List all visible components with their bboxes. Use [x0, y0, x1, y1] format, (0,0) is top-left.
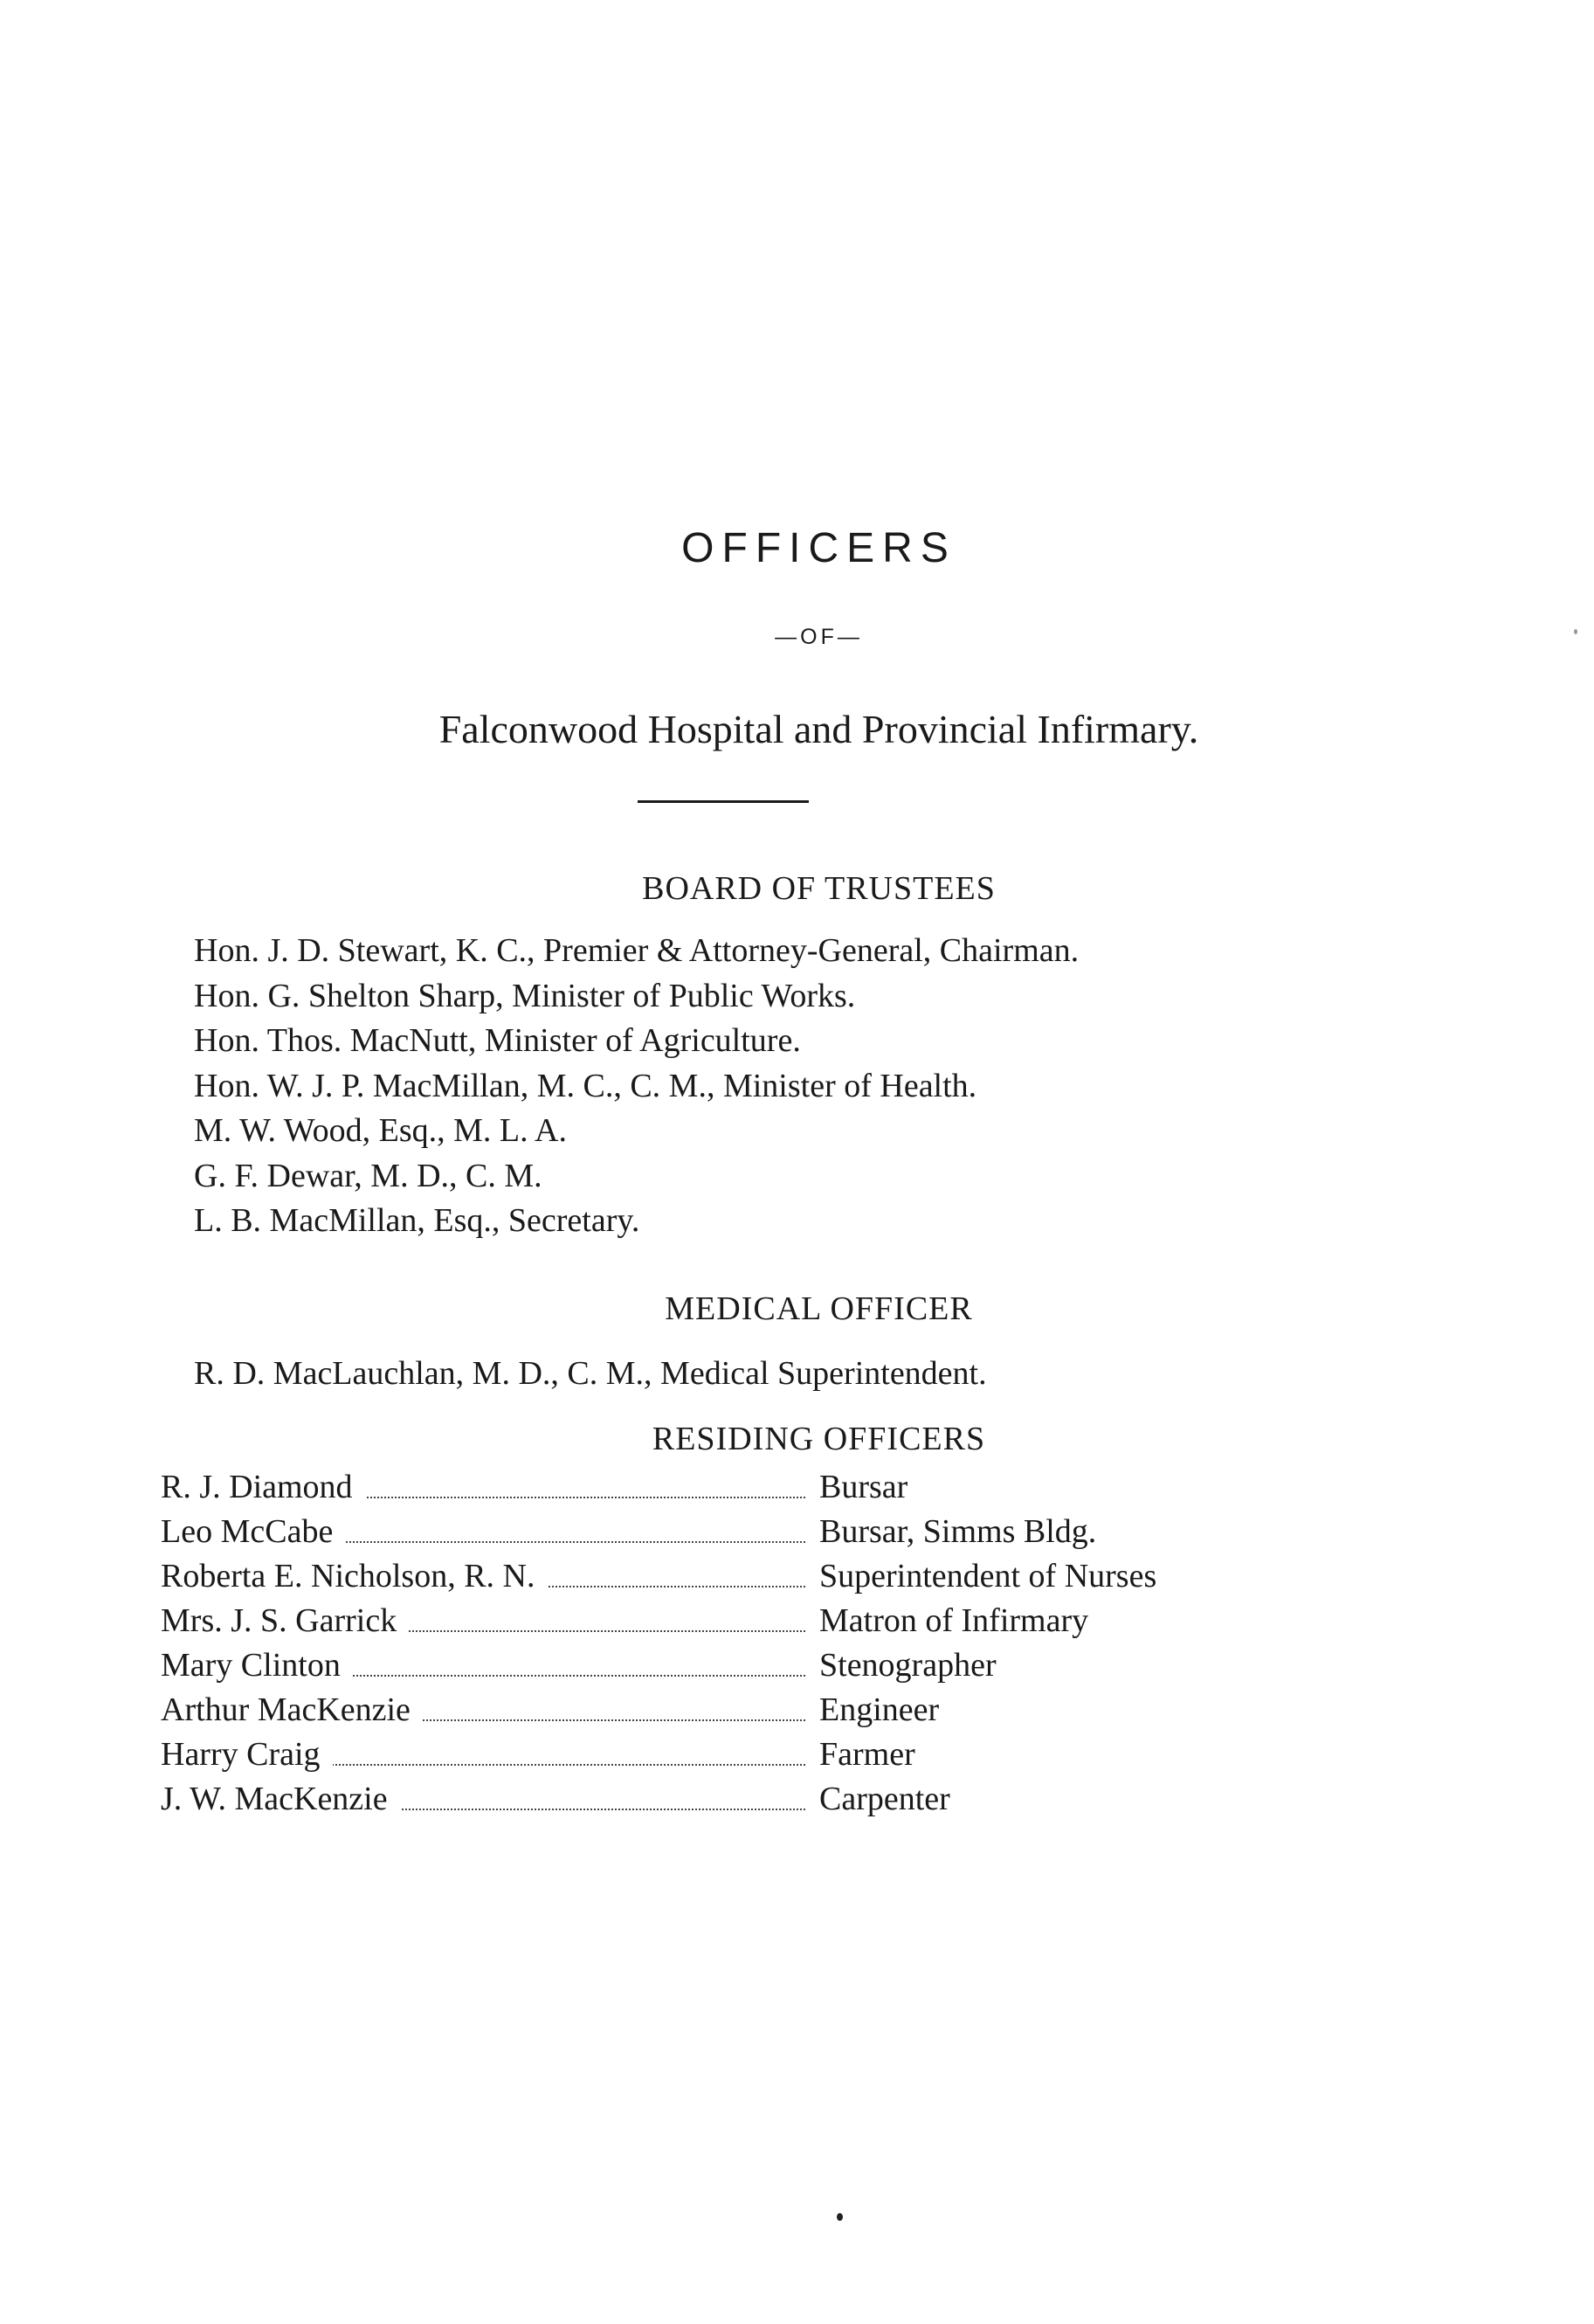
officer-row: [161, 1643, 1384, 1688]
officer-row: [161, 1599, 1384, 1643]
officer-title: Matron of Infirmary: [819, 1602, 1089, 1639]
trustee-line: L. B. MacMillan, Esq., Secretary.: [194, 1202, 640, 1239]
of-connector: —OF—: [775, 625, 863, 649]
trustee-line: M. W. Wood, Esq., M. L. A.: [194, 1112, 567, 1149]
institution-name: Falconwood Hospital and Provincial Infirmary.: [438, 707, 1199, 751]
officer-row: [161, 1733, 1384, 1777]
officer-title: Bursar: [819, 1469, 908, 1505]
ink-speck: [1574, 629, 1577, 634]
officer-title: Engineer: [819, 1691, 940, 1728]
trustees-list: [194, 929, 1460, 1244]
officer-title: Superintendent of Nurses: [819, 1558, 1157, 1594]
officer-name: Arthur MacKenzie: [161, 1688, 423, 1733]
officer-name: Leo McCabe: [161, 1510, 345, 1554]
trustee-line: G. F. Dewar, M. D., C. M.: [194, 1157, 542, 1194]
officer-name: J. W. MacKenzie: [161, 1777, 400, 1822]
officer-name: Roberta E. Nicholson, R. N.: [161, 1554, 548, 1599]
board-heading: BOARD OF TRUSTEES: [642, 870, 996, 907]
officer-row: [161, 1554, 1384, 1599]
residing-heading: RESIDING OFFICERS: [652, 1421, 986, 1457]
officer-row: [161, 1777, 1384, 1822]
officer-title: Farmer: [819, 1736, 915, 1773]
page-title: OFFICERS: [681, 525, 956, 571]
medical-heading: MEDICAL OFFICER: [665, 1290, 973, 1327]
officer-title: Bursar, Simms Bldg.: [819, 1513, 1097, 1550]
officer-title: Stenographer: [819, 1647, 997, 1684]
officer-row: [161, 1688, 1384, 1733]
ink-speck: [837, 2213, 843, 2221]
trustee-line: Hon. Thos. MacNutt, Minister of Agriculture.: [194, 1022, 801, 1059]
trustee-line: Hon. J. D. Stewart, K. C., Premier & Attorney-General, Chairman.: [194, 932, 1080, 969]
officer-name: Harry Craig: [161, 1733, 333, 1777]
officer-name: Mrs. J. S. Garrick: [161, 1599, 409, 1643]
residing-officers-list: [161, 1465, 1384, 1822]
medical-officer-line: R. D. MacLauchlan, M. D., C. M., Medical Superintendent.: [194, 1355, 987, 1392]
divider-rule: [638, 800, 809, 803]
trustee-line: Hon. W. J. P. MacMillan, M. C., C. M., Minister of Health.: [194, 1067, 977, 1104]
officer-row: [161, 1510, 1384, 1554]
officer-row: [161, 1465, 1384, 1510]
officer-name: Mary Clinton: [161, 1643, 353, 1688]
trustee-line: Hon. G. Shelton Sharp, Minister of Public Works.: [194, 977, 856, 1014]
officer-title: Carpenter: [819, 1781, 950, 1817]
officer-name: R. J. Diamond: [161, 1465, 365, 1510]
